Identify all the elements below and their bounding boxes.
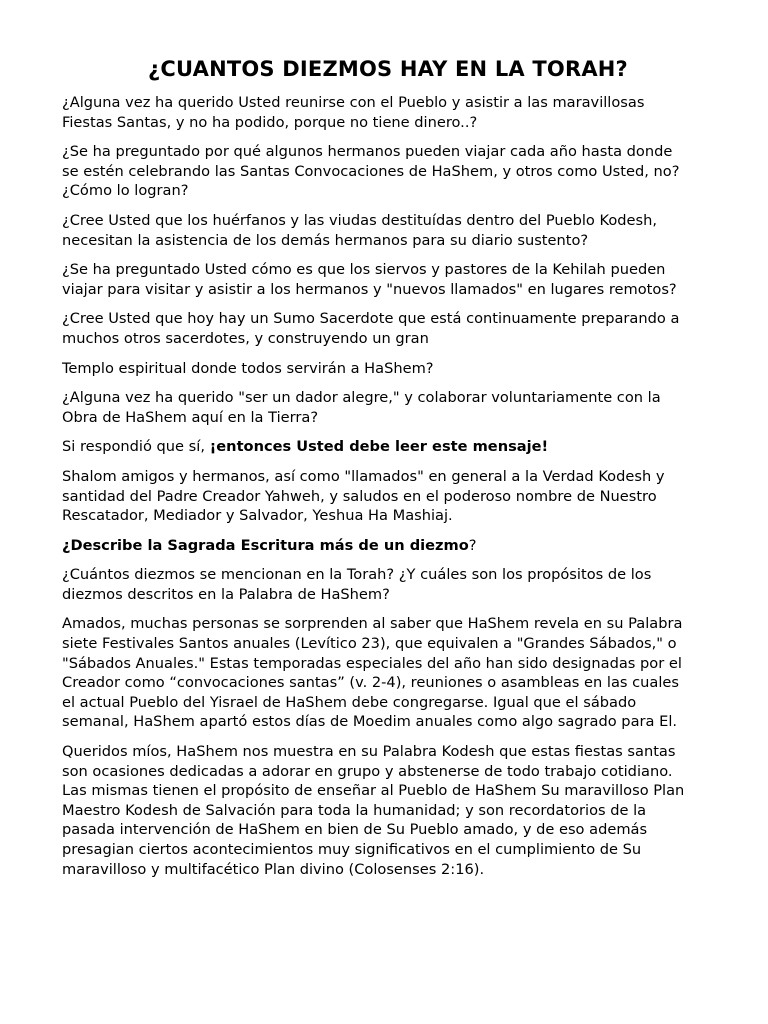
paragraph-huerfanos-question: ¿Cree Usted que los huérfanos y las viudas destituídas dentro del Pueblo Kodesh, necesitan la asistencia de los demás hermanos para su diario sustento? xyxy=(62,211,657,249)
paragraph-answer xyxy=(62,437,714,457)
document-title: ¿CUANTOS DIEZMOS HAY EN LA TORAH? xyxy=(148,57,628,81)
paragraph-greeting: Shalom amigos y hermanos, así como "llamados" en general a la Verdad Kodesh y santidad del Padre Creador Yahweh, y saludos en el poderoso nombre de Nuestro Rescatador, Mediador y Salvador, Yeshua Ha Mashiaj. xyxy=(62,467,665,525)
paragraph-festivales: Amados, muchas personas se sorprenden al saber que HaShem revela en su Palabra siete Festivales Santos anuales (Levítico 23), que equivalen a "Grandes Sábados," o "Sábados Anuales." Estas temporadas especiales del año han sido designadas por el Creador como “convocaciones santas” (v. 2-4), reuniones o asambleas en las cuales el actual Pueblo del Yisrael de HaShem debe congregarse. Igual que el sábado semanal, HaShem apartó estos días de Moedim anuales como algo sagrado para El. xyxy=(62,615,683,731)
paragraph-fiestas-question: ¿Alguna vez ha querido Usted reunirse con el Pueblo y asistir a las maravillosas Fiestas Santas, y no ha podido, porque no tiene dinero..? xyxy=(62,94,645,131)
answer-prefix: Si respondió que sí, xyxy=(62,438,210,456)
paragraph-siervos-question: ¿Se ha preguntado Usted cómo es que los siervos y pastores de la Kehilah pueden viajar para visitar y asistir a los hermanos y "nuevos llamados" en lugares remotos? xyxy=(62,261,677,298)
paragraph-templo: Templo espiritual donde todos servirán a HaShem? xyxy=(62,359,434,377)
section-question-end: ? xyxy=(468,536,477,554)
paragraph-fiestas-santas: Queridos míos, HaShem nos muestra en su Palabra Kodesh que estas fiestas santas son ocasiones dedicadas a adorar en grupo y abstenerse de todo trabajo cotidiano. Las mismas tienen el propósito de enseñar al Pueblo de HaShem Su maravilloso Plan Maestro Kodesh de Salvación para toda la humanidad; y son recordatorios de la pasada intervención de HaShem en bien de Su Pueblo amado, y de eso además presagian ciertos acontecimientos muy significativos en el cumplimiento de Su maravilloso y multifacético Plan divino (Colosenses 2:16). xyxy=(62,743,685,878)
paragraph-cuantos-diezmos: ¿Cuántos diezmos se mencionan en la Torah? ¿Y cuáles son los propósitos de los diezmos descritos en la Palabra de HaShem? xyxy=(62,566,652,603)
answer-bold: ¡entonces Usted debe leer este mensaje! xyxy=(209,438,549,456)
paragraph-viajar-question: ¿Se ha preguntado por qué algunos hermanos pueden viajar cada año hasta donde se estén celebrando las Santas Convocaciones de HaShem, y otros como Usted, no? ¿Cómo lo logran? xyxy=(62,143,680,200)
paragraph-section-question xyxy=(62,536,714,556)
paragraph-dador-question: ¿Alguna vez ha querido "ser un dador alegre," y colaborar voluntariamente con la Obra de HaShem aquí en la Tierra? xyxy=(62,389,661,426)
document-page xyxy=(62,54,714,889)
paragraph-sacerdote-question: ¿Cree Usted que hoy hay un Sumo Sacerdote que está continuamente preparando a muchos otros sacerdotes, y construyendo un gran xyxy=(62,310,680,347)
section-question-bold: ¿Describe la Sagrada Escritura más de un diezmo xyxy=(62,536,469,554)
